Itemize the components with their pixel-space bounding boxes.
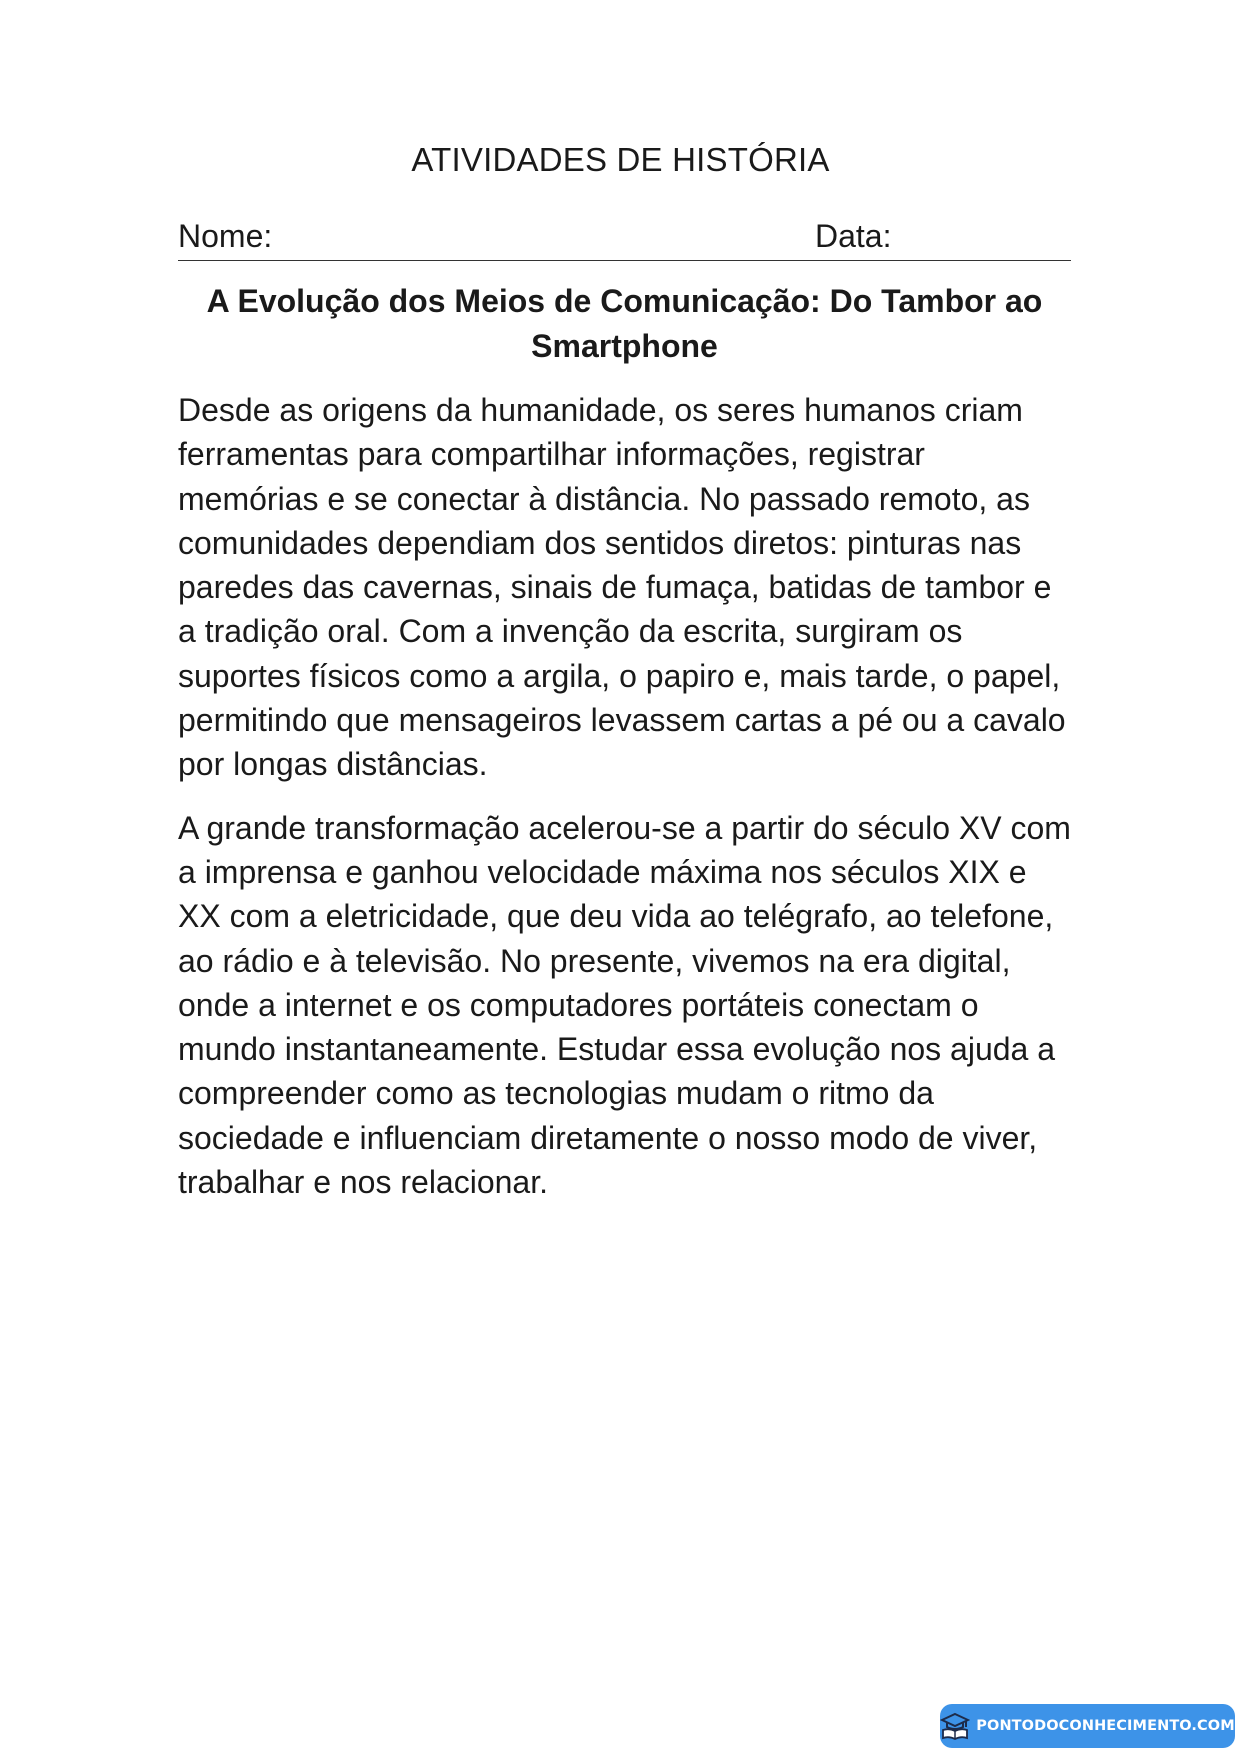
date-label: Data: xyxy=(815,218,892,254)
document-title: A Evolução dos Meios de Comunicação: Do Tambor ao Smartphone xyxy=(206,283,1043,364)
footer-site-badge[interactable] xyxy=(940,1704,1235,1748)
footer-site-text[interactable]: PONTODOCONHECIMENTO.COM xyxy=(976,1718,1235,1734)
page-header: ATIVIDADES DE HISTÓRIA xyxy=(411,141,830,178)
paragraph-2: A grande transformação acelerou-se a partir do século XV com a imprensa e ganhou velocidade máxima nos séculos XIX e XX com a eletricidade, que deu vida ao telégrafo, ao telefone, ao rádio e à televisão. No presente, vivemos na era digital, onde a internet e os computadores portáteis conectam o mundo instantaneamente. Estudar essa evolução nos ajuda a compreender como as tecnologias mudam o ritmo da sociedade e influenciam diretamente o nosso modo de viver, trabalhar e nos relacionar. xyxy=(178,809,1071,1201)
name-label: Nome: xyxy=(178,218,273,254)
document-body xyxy=(178,388,1071,1223)
name-date-row xyxy=(178,212,1071,261)
paragraph-1: Desde as origens da humanidade, os seres humanos criam ferramentas para compartilhar informações, registrar memórias e se conectar à distância. No passado remoto, as comunidades dependiam dos sentidos diretos: pinturas nas paredes das cavernas, sinais de fumaça, batidas de tambor e a tradição oral. Com a invenção da escrita, surgiram os suportes físicos como a argila, o papiro e, mais tarde, o papel, permitindo que mensageiros levassem cartas a pé ou a cavalo por longas distâncias. xyxy=(178,392,1066,783)
graduation-book-icon xyxy=(940,1712,970,1740)
